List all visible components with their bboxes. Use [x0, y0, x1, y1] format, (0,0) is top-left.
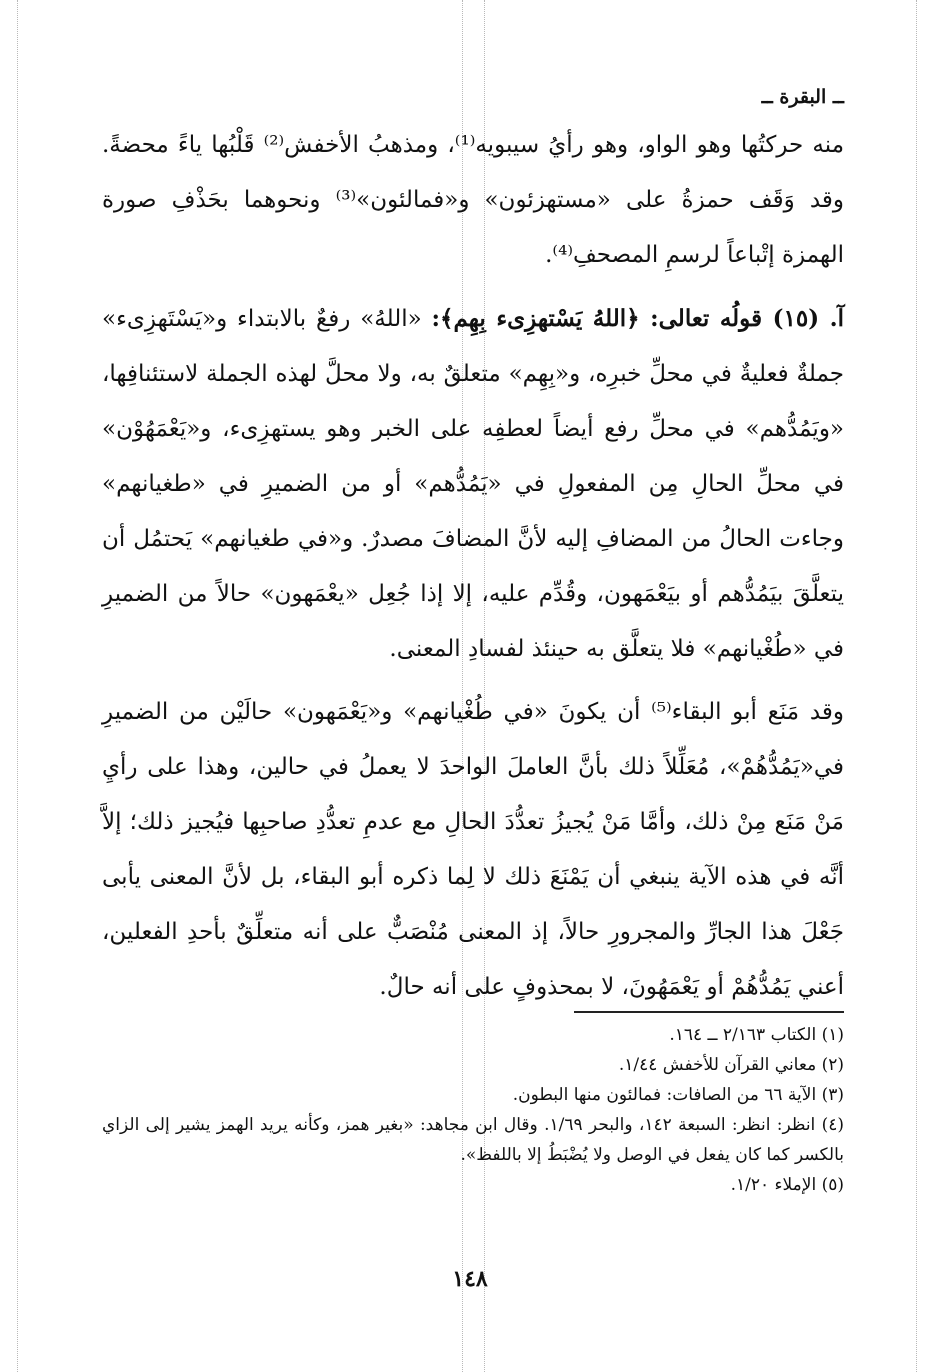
footnote-3: (٣) الآية ٦٦ من الصافات: فمالئون منها البطون.: [512, 1085, 844, 1105]
paragraph-3-text: وقد مَنَع أبو البقاء⁽⁵⁾ أن يكونَ «في طُغْيانهم» و«يَعْمَهون» حالَيْن من الضميرِ في«يَمُدُّهُمْ»، مُعَلِّلاً ذلك بأنَّ العاملَ الواحدَ لا يعملُ في حالين، وهذا على رأيِ مَنْ مَنَع مِنْ ذلك، وأمَّا مَنْ يُجيزُ تعدُّدَ الحالِ مع عدمِ تعدُّدِ صاحبِها فيُجيز ذلك؛ إلاَّ أنَّه في هذه الآية ينبغي أن يَمْنَعَ ذلك لا لِما ذكره أبو البقاء، بل لأنَّ المعنى يأبى جَعْلَ هذا الجارِّ والمجرورِ حالاً، إذ المعنى مُنْصَبٌّ على أنه متعلِّقٌ بأحدِ الفعلين، أعني يَمُدُّهُمْ أو يَعْمَهُونَ، لا بمحذوفٍ على أنه حالٌ.: [102, 699, 844, 1000]
footnote-5: (٥) الإملاء ١/٢٠.: [730, 1175, 844, 1195]
page-number: ١٤٨: [452, 1266, 488, 1292]
footnote-2: (٢) معاني القرآن للأخفش ١/٤٤.: [618, 1055, 844, 1075]
paragraph-2: [102, 291, 844, 677]
page-guide-left: [17, 0, 18, 1372]
verse-heading: آ. (١٥) قولُه تعالى: ﴿اللهُ يَسْتهزِىء بِهِم﴾:: [431, 305, 844, 332]
paragraph-1-text: منه حركتُها وهو الواو، وهو رأيُ سيبويه⁽¹⁾، ومذهبُ الأخفش⁽²⁾ قَلْبُها ياءً محضةً. وقد وَقَف حمزةُ على «مستهزئون» و«فمالئون»⁽³⁾ ونحوهما بحَذْفِ صورة الهمزة إتْباعاً لرسمِ المصحفِ⁽⁴⁾.: [102, 132, 845, 268]
paragraph-2-text: «اللهُ» رفعٌ بالابتداء و«يَسْتَهزِىء» جملةٌ فعليةٌ في محلِّ خبرِه، و«بِهِم» متعلقٌ به، ولا محلَّ لهذه الجملة لاستئنافِها، «ويَمُدُّهم» في محلِّ رفع أيضاً لعطفِه على الخبر وهو يستهزِىء، و«يَعْمَهُوْن» في محلِّ الحالِ مِن المفعولِ في «يَمُدُّهم» أو من الضميرِ في «طغيانهم» وجاءت الحالُ من المضافِ إليه لأنَّ المضافَ مصدرٌ. و«في طغيانهم» يَحتمُل أن يتعلَّقَ بيَمُدُّهم أو بيَعْمَهون، وقُدِّم عليه، إلا إذا جُعِل «يعْمَهون» حالاً من الضميرِ في «طُغْيانهم» فلا يتعلَّق به حينئذ لفسادِ المعنى.: [102, 306, 844, 662]
page-guide-right: [916, 0, 917, 1372]
paragraph-1: [102, 118, 844, 283]
running-header: ــ البقرة ــ: [761, 86, 844, 108]
paragraph-3: [102, 685, 844, 1015]
footnote-4: (٤) انظر: انظر: السبعة ١٤٢، والبحر ١/٦٩. وقال ابن مجاهد: «بغير همز، وكأنه يريد الهمز يشير إلى الزاي بالكسر كما كان يفعل في الوصل ولا يُضْبَطُ إلا باللفظ».: [102, 1115, 845, 1165]
footnote-1: (١) الكتاب ٢/١٦٣ ــ ١٦٤.: [669, 1025, 844, 1045]
footnotes: [102, 1020, 844, 1200]
main-text: [102, 118, 844, 1015]
footnote-separator: [574, 1011, 844, 1013]
